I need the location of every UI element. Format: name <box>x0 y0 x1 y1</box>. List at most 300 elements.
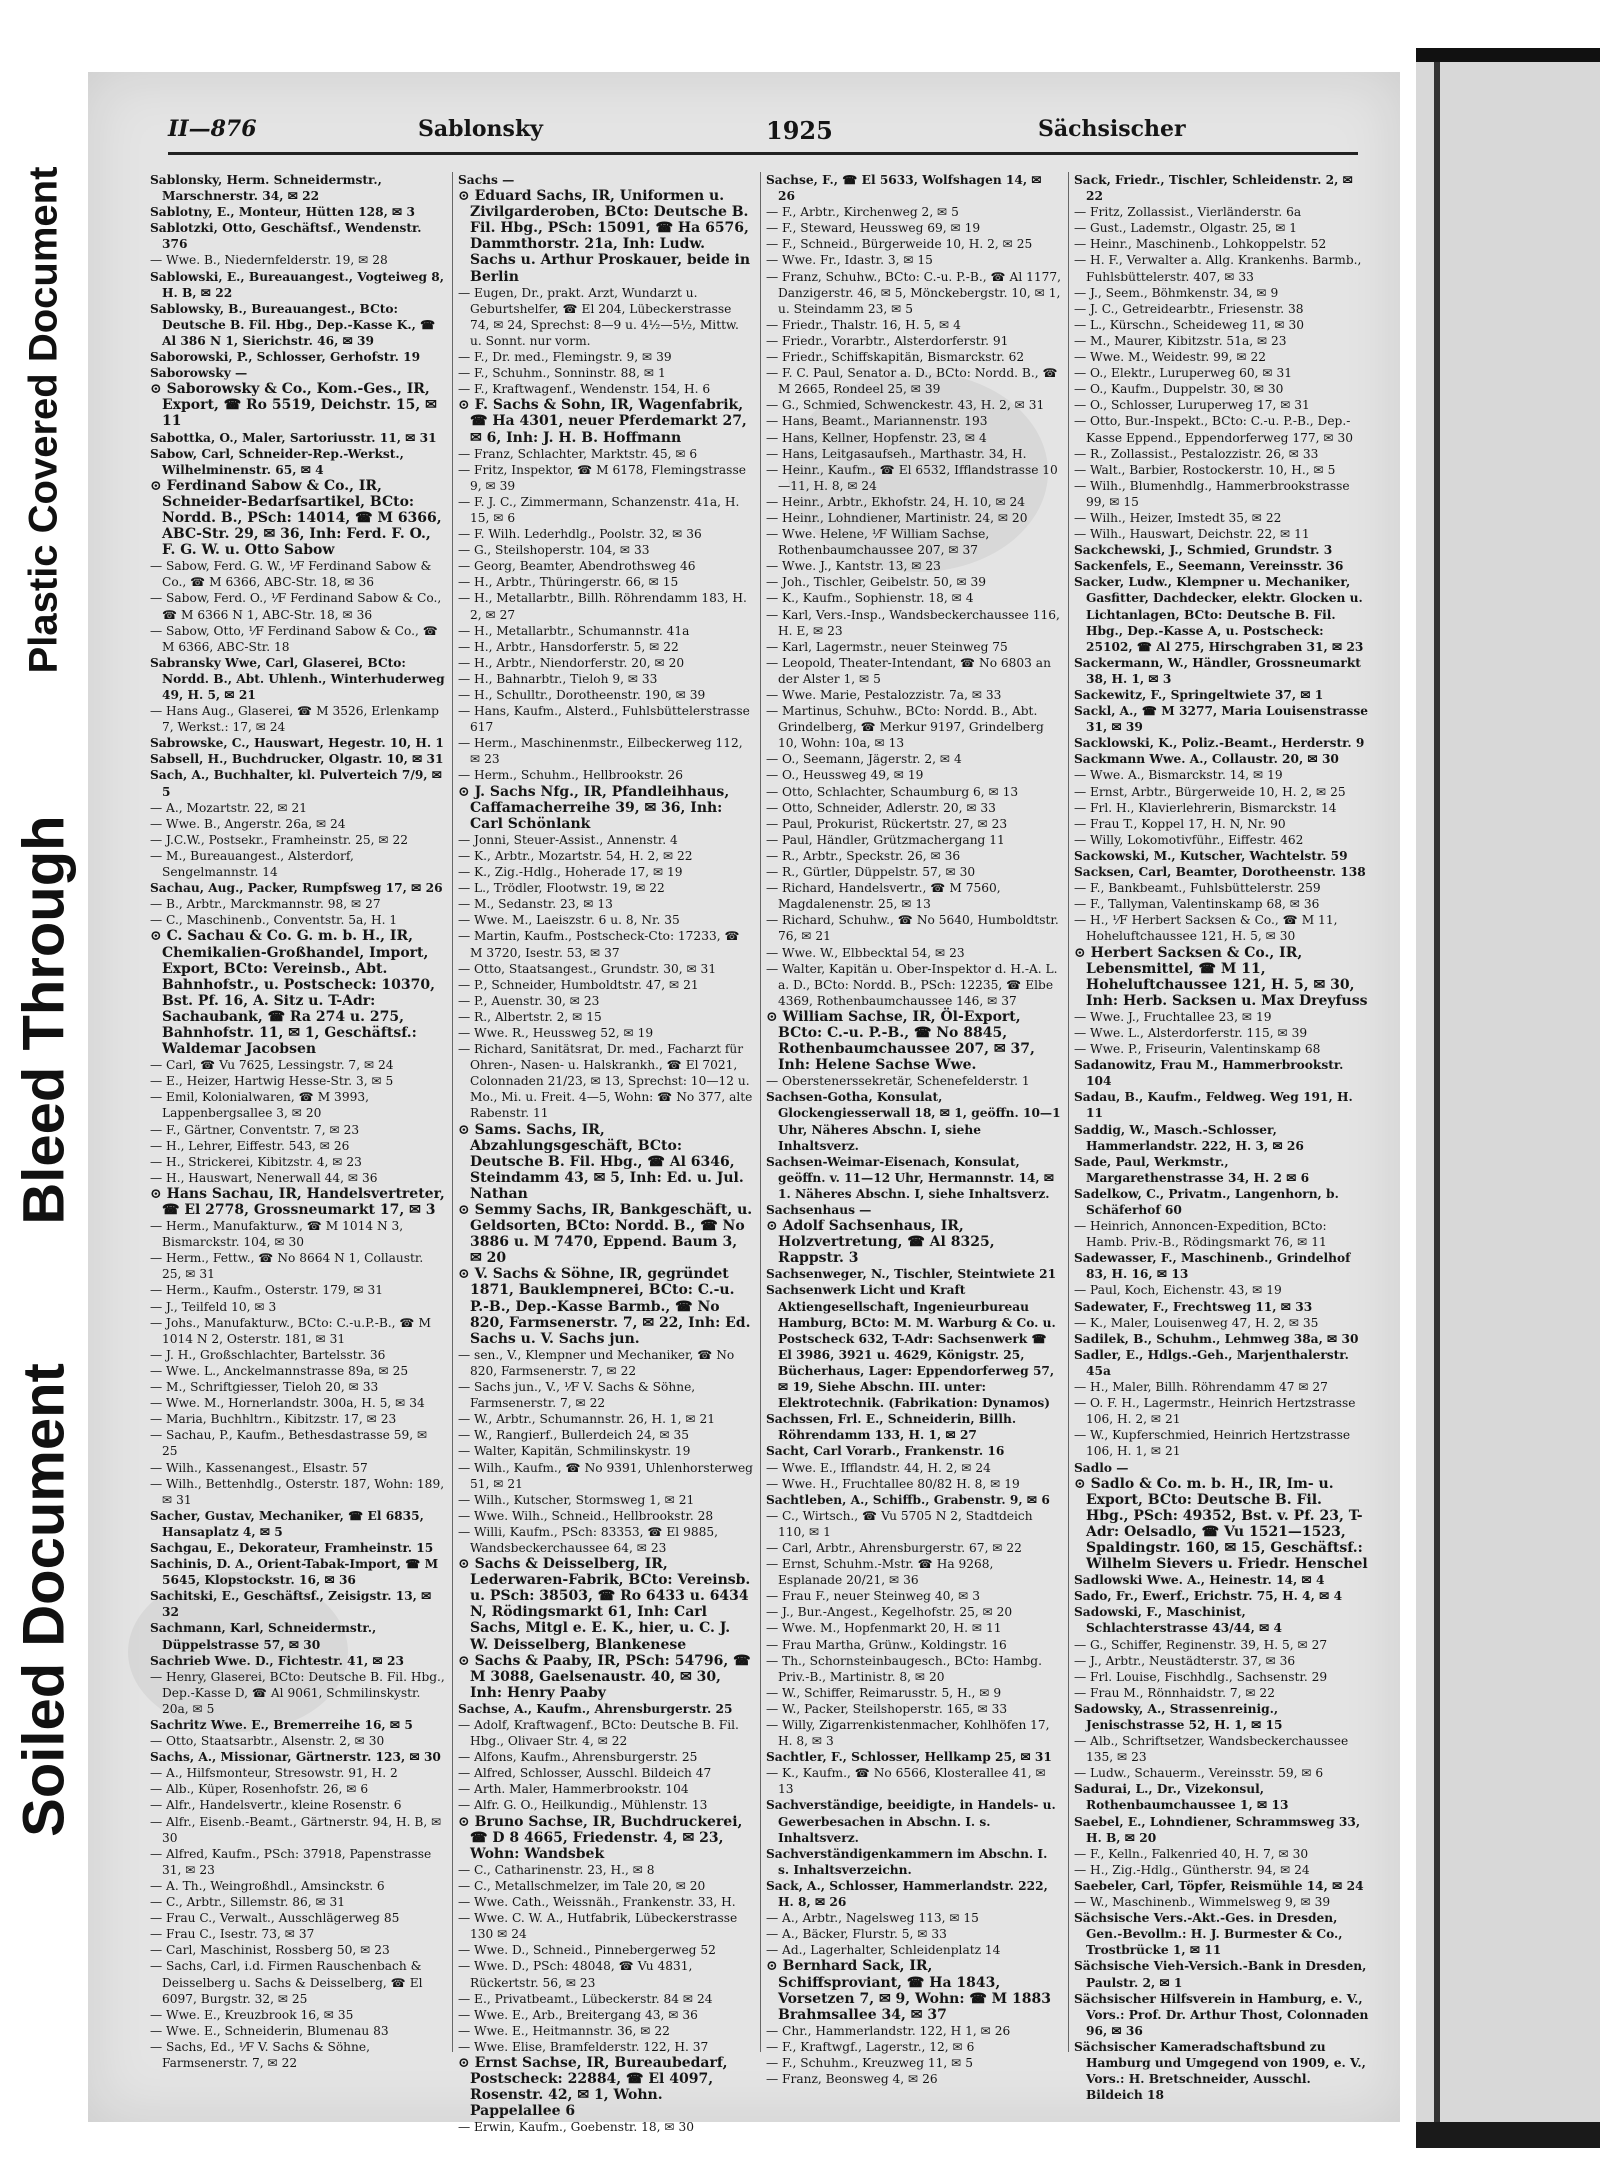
directory-entry: — A., Arbtr., Nagelsweg 113, ✉ 15 <box>766 1911 979 1926</box>
directory-entry: — Wwe. D., Schneid., Pinnebergerweg 52 <box>458 1943 716 1958</box>
directory-entry: — H. F., Verwalter a. Allg. Krankenhs. Barmb., Fuhlsbüttelerstr. 407, ✉ 33 <box>1074 253 1362 284</box>
directory-entry: ⊙ F. Sachs & Sohn, IR, Wagenfabrik, ☎ Ha 4301, neuer Pferdemarkt 27, ✉ 6, Inh: J. H. B. Hoffmann <box>458 397 747 446</box>
directory-entry: — Alb., Küper, Rosenhofstr. 26, ✉ 6 <box>150 1782 369 1797</box>
directory-entry: Sachinis, D. A., Orient-Tabak-Import, ☎ M 5645, Klopstockstr. 16, ✉ 36 <box>150 1557 439 1588</box>
directory-entry: — Richard, Sanitätsrat, Dr. med., Facharzt für Ohren-, Nasen- u. Halskrankh., ☎ El 7021, Colonnaden 21/23, ✉ 13, Sprechst: 10—12 u. Mo., Mi. u. Freit. 4—5, Wohn: ☎ No 377, alte Rabenstr. 11 <box>458 1042 753 1121</box>
directory-entry: — H., Metallarbtr., Billh. Röhrendamm 183, H. 2, ✉ 27 <box>458 591 747 622</box>
directory-entry: — Franz, Schuhw., BCto: C.-u. P.-B., ☎ Al 1177, Danzigerstr. 46, ✉ 5, Mönckebergstr. 10, ✉ 1, u. Steindamm 23, ✉ 5 <box>766 269 1061 316</box>
directory-entry: — Wwe. W., Elbbecktal 54, ✉ 23 <box>766 945 965 960</box>
edge-line <box>1434 62 1440 2122</box>
directory-entry: — Wilh., Hauswart, Deichstr. 22, ✉ 11 <box>1074 527 1310 542</box>
directory-entry: Sadler, E., Hdlgs.-Geh., Marjenthalerstr. 45a <box>1074 1347 1349 1378</box>
directory-entry: ⊙ Saborowsky & Co., Kom.-Ges., IR, Export, ☎ Ro 5519, Deichstr. 15, ✉ 11 <box>150 381 437 430</box>
directory-entry: — Walt., Barbier, Rostockerstr. 10, H., ✉ 5 <box>1074 462 1336 477</box>
directory-entry: — Herm., Kaufm., Osterstr. 179, ✉ 31 <box>150 1283 383 1298</box>
directory-entry: — P., Auenstr. 30, ✉ 23 <box>458 993 600 1008</box>
directory-entry: — Martin, Kaufm., Postscheck-Cto: 17233, ☎ M 3720, Isestr. 53, ✉ 37 <box>458 929 740 960</box>
directory-entry: — J. C., Getreidearbtr., Friesenstr. 38 <box>1074 301 1304 316</box>
directory-entry: — H., Zig.-Hdlg., Güntherstr. 94, ✉ 24 <box>1074 1862 1310 1877</box>
directory-entry: — Otto, Schlachter, Schaumburg 6, ✉ 13 <box>766 784 1019 799</box>
directory-entry: — C., Maschinenb., Conventstr. 5a, H. 1 <box>150 913 398 928</box>
directory-entry: — H., Strickerei, Kibitzstr. 4, ✉ 23 <box>150 1154 362 1169</box>
directory-entry: — A., Hilfsmonteur, Stresowstr. 91, H. 2 <box>150 1766 398 1781</box>
directory-entry: — F., Steward, Heussweg 69, ✉ 19 <box>766 221 981 236</box>
directory-entry: Sadlowski Wwe. A., Heinestr. 14, ✉ 4 <box>1074 1573 1325 1588</box>
directory-entry: — K., Maler, Louisenweg 47, H. 2, ✉ 35 <box>1074 1315 1319 1330</box>
directory-entry: — K., Arbtr., Mozartstr. 54, H. 2, ✉ 22 <box>458 848 693 863</box>
page-number: II—876 <box>168 116 257 142</box>
directory-entry: — H., Bahnarbtr., Tieloh 9, ✉ 33 <box>458 671 658 686</box>
directory-columns <box>150 172 1369 2135</box>
directory-entry: — Adolf, Kraftwagenf., BCto: Deutsche B. Fil. Hbg., Olivaer Str. 4, ✉ 22 <box>458 1718 739 1749</box>
directory-entry: — Wilh., Heizer, Imstedt 35, ✉ 22 <box>1074 510 1282 525</box>
directory-entry: — J., Seem., Böhmkenstr. 34, ✉ 9 <box>1074 285 1279 300</box>
directory-entry: — Wwe. E., Schneiderin, Blumenau 83 <box>150 2023 389 2038</box>
directory-entry: — Frau C., Isestr. 73, ✉ 37 <box>150 1927 315 1942</box>
directory-entry: — W., Maschinenb., Wimmelsweg 9, ✉ 39 <box>1074 1895 1331 1910</box>
directory-entry: ⊙ Ernst Sachse, IR, Bureaubedarf, Postscheck: 22884, ☎ El 4097, Rosenstr. 42, ✉ 1, Wohn. Pappelallee 6 <box>458 2054 728 2120</box>
directory-entry: — Alfred, Kaufm., PSch: 37918, Papenstrasse 31, ✉ 23 <box>150 1846 432 1877</box>
directory-entry: — K., Kaufm., Sophienstr. 18, ✉ 4 <box>766 591 974 606</box>
directory-entry: — Sachau, P., Kaufm., Bethesdastrasse 59, ✉ 25 <box>150 1428 428 1459</box>
column-rule <box>760 172 761 2052</box>
directory-entry: Sablonsky, Herm. Schneidermstr., Marschnerstr. 34, ✉ 22 <box>150 173 382 204</box>
directory-entry: — Heinrich, Annoncen-Expedition, BCto: Hamb. Priv.-B., Rödingsmarkt 76, ✉ 11 <box>1074 1219 1327 1250</box>
directory-entry: Saebel, E., Lohndiener, Schrammsweg 33, H. B, ✉ 20 <box>1074 1814 1361 1845</box>
directory-entry: — Alfr., Eisenb.-Beamt., Gärtnerstr. 94, H. B, ✉ 30 <box>150 1814 442 1845</box>
directory-entry: — Alfred, Schlosser, Ausschl. Bildeich 47 <box>458 1766 712 1781</box>
page-edge-bar <box>1416 48 1600 2148</box>
directory-entry: Sachtler, F., Schlosser, Hellkamp 25, ✉ 31 <box>766 1750 1052 1765</box>
directory-entry: — Hans Aug., Glaserei, ☎ M 3526, Erlenkamp 7, Werkst.: 17, ✉ 24 <box>150 704 439 735</box>
directory-entry: Sackowski, M., Kutscher, Wachtelstr. 59 <box>1074 848 1348 863</box>
directory-entry: Sachverständige, beeidigte, in Handels- u. Gewerbesachen in Abschn. I. s. Inhaltsverz. <box>766 1798 1056 1845</box>
directory-entry: — A., Mozartstr. 22, ✉ 21 <box>150 800 307 815</box>
directory-entry: — Wilh., Blumenhdlg., Hammerbrookstrasse 99, ✉ 15 <box>1074 478 1350 509</box>
directory-entry: — L., Kürschn., Scheideweg 11, ✉ 30 <box>1074 317 1305 332</box>
directory-entry: — F., Gärtner, Conventstr. 7, ✉ 23 <box>150 1122 360 1137</box>
directory-entry: Sachverständigenkammern im Abschn. I. s. Inhaltsverzeichn. <box>766 1846 1048 1877</box>
directory-entry: — Martinus, Schuhw., BCto: Nordd. B., Abt. Grindelberg, ☎ Merkur 9197, Grindelberg 10, Wohn: 10a, ✉ 13 <box>766 704 1044 751</box>
directory-entry: — F., Arbtr., Kirchenweg 2, ✉ 5 <box>766 205 959 220</box>
directory-entry: — Wwe. D., PSch: 48048, ☎ Vu 4831, Rückertstr. 56, ✉ 23 <box>458 1959 693 1990</box>
directory-entry: Sachsenhaus — <box>766 1203 872 1217</box>
directory-entry: — F., Dr. med., Flemingstr. 9, ✉ 39 <box>458 350 672 365</box>
directory-entry: — R., Gürtler, Düppelstr. 57, ✉ 30 <box>766 865 976 880</box>
directory-entry: — Paul, Händler, Grützmachergang 11 <box>766 832 1005 847</box>
directory-entry: — Wwe. J., Kantstr. 13, ✉ 23 <box>766 559 941 574</box>
directory-entry: Sadau, B., Kaufm., Feldweg. Weg 191, H. 11 <box>1074 1090 1353 1121</box>
directory-entry: — F. J. C., Zimmermann, Schanzenstr. 41a, H. 15, ✉ 6 <box>458 494 740 525</box>
directory-entry: — Frau C., Verwalt., Ausschlägerweg 85 <box>150 1911 400 1926</box>
directory-entry: — Wwe. R., Heussweg 52, ✉ 19 <box>458 1025 654 1040</box>
directory-entry: Sachs — <box>458 173 515 187</box>
directory-entry: Sablotzki, Otto, Geschäftsf., Wendenstr. 376 <box>150 221 422 252</box>
directory-entry: Saborowsky — <box>150 366 248 381</box>
directory-entry: — Ad., Lagerhalter, Schleidenplatz 14 <box>766 1943 1001 1958</box>
directory-entry: — Hans, Kaufm., Alsterd., Fuhlsbüttelerstrasse 617 <box>458 704 750 735</box>
soiled-document-label: Soiled Document <box>11 1363 77 1837</box>
directory-entry: — Leopold, Theater-Intendant, ☎ No 6803 an der Alster 1, ✉ 5 <box>766 655 1051 686</box>
directory-entry: Sachsenweger, N., Tischler, Steintwiete 21 <box>766 1267 1057 1282</box>
directory-entry: Sackenfels, E., Seemann, Vereinsstr. 36 <box>1074 559 1344 574</box>
directory-entry: — Sabow, Otto, ⅟F Ferdinand Sabow & Co., ☎ M 6366, ABC-Str. 18 <box>150 623 438 654</box>
directory-entry: — Joh., Tischler, Geibelstr. 50, ✉ 39 <box>766 575 987 590</box>
directory-entry: — Henry, Glaserei, BCto: Deutsche B. Fil. Hbg., Dep.-Kasse D, ☎ Al 9061, Schmilinskystr. 20a, ✉ 5 <box>150 1669 445 1716</box>
directory-entry: ⊙ Adolf Sachsenhaus, IR, Holzvertretung, ☎ Al 8325, Rappstr. 3 <box>766 1218 995 1267</box>
header-left-word: Sablonsky <box>418 116 543 142</box>
directory-entry: Sacksen, Carl, Beamter, Dorotheenstr. 138 <box>1074 865 1366 880</box>
directory-entry: Sabow, Carl, Schneider-Rep.-Werkst., Wilhelminenstr. 65, ✉ 4 <box>150 446 404 477</box>
directory-entry: — Heinr., Lohndiener, Martinistr. 24, ✉ 20 <box>766 510 1028 525</box>
directory-entry: — Herm., Manufakturw., ☎ M 1014 N 3, Bismarckstr. 104, ✉ 30 <box>150 1219 404 1250</box>
directory-column-4 <box>1074 172 1369 2103</box>
directory-entry: Sächsischer Hilfsverein in Hamburg, e. V., Vors.: Prof. Dr. Arthur Thost, Colonnaden 96, ✉ 36 <box>1074 1991 1369 2038</box>
directory-entry: — O., Elektr., Luruperweg 60, ✉ 31 <box>1074 366 1292 381</box>
directory-entry: — Sachs, Carl, i.d. Firmen Rauschenbach & Deisselberg u. Sachs & Deisselberg, ☎ El 6097, Burgstr. 32, ✉ 25 <box>150 1959 423 2006</box>
directory-entry: ⊙ Bernhard Sack, IR, Schiffsproviant, ☎ Ha 1843, Vorsetzen 7, ✉ 9, Wohn: ☎ M 1883 Brahmsallee 34, ✉ 37 <box>766 1958 1052 2023</box>
directory-entry: — Wwe. Cath., Weissnäh., Frankenstr. 33, H. <box>458 1895 736 1910</box>
directory-entry: — K., Kaufm., ☎ No 6566, Klosterallee 41, ✉ 13 <box>766 1766 1046 1797</box>
directory-entry: — Chr., Hammerlandstr. 122, H 1, ✉ 26 <box>766 2023 1011 2038</box>
directory-entry: — W., Arbtr., Schumannstr. 26, H. 1, ✉ 21 <box>458 1412 716 1427</box>
directory-entry: — Wwe. L., Anckelmannstrasse 89a, ✉ 25 <box>150 1363 409 1378</box>
directory-entry: ⊙ Ferdinand Sabow & Co., IR, Schneider-Bedarfsartikel, BCto: Nordd. B., PSch: 14014, ☎ M 6366, ABC-Str. 29, ✉ 36, Inh: Ferd. F. O., F. G. W. u. Otto Sabow <box>150 477 442 559</box>
directory-entry: — Wwe. E., Heitmannstr. 36, ✉ 22 <box>458 2023 670 2038</box>
directory-entry: — Franz, Schlachter, Marktstr. 45, ✉ 6 <box>458 446 698 461</box>
directory-entry: ⊙ Sams. Sachs, IR, Abzahlungsgeschäft, BCto: Deutsche B. Fil. Hbg., ☎ Al 6346, Steindamm 43, ✉ 5, Inh: Ed. u. Jul. Nathan <box>458 1121 744 1202</box>
directory-entry: Sado, Fr., Ewerf., Erichstr. 75, H. 4, ✉ 4 <box>1074 1589 1343 1604</box>
directory-entry: — Ernst, Arbtr., Bürgerweide 10, H. 2, ✉ 25 <box>1074 784 1346 799</box>
directory-entry: Sackchewski, J., Schmied, Grundstr. 3 <box>1074 543 1333 558</box>
directory-entry: — H., Arbtr., Niendorferstr. 20, ✉ 20 <box>458 655 685 670</box>
directory-entry: Sabottka, O., Maler, Sartoriusstr. 11, ✉ 31 <box>150 430 437 445</box>
directory-entry: — Frl. Louise, Fischhdlg., Sachsenstr. 29 <box>1074 1669 1328 1684</box>
plastic-covered-label: Plastic Covered Document <box>21 166 66 674</box>
directory-entry: ⊙ William Sachse, IR, Öl-Export, BCto: C.-u. P.-B., ☎ No 8845, Rothenbaumchaussee 207, ✉ 37, Inh: Helene Sachse Wwe. <box>766 1008 1035 1074</box>
directory-entry: ⊙ Sadlo & Co. m. b. H., IR, Im- u. Export, BCto: Deutsche B. Fil. Hbg., PSch: 49352, Bst. v. Pf. 23, T-Adr: Oelsadlo, ☎ Vu 1521—1523, Spaldingstr. 160, ✉ 15, Geschäftsf.: Wilhelm Sievers u. Friedr. Henschel <box>1074 1475 1368 1573</box>
directory-entry: — R., Albertstr. 2, ✉ 15 <box>458 1009 602 1024</box>
directory-entry: — Alfons, Kaufm., Ahrensburgerstr. 25 <box>458 1750 698 1765</box>
directory-entry: — Carl, Arbtr., Ahrensburgerstr. 67, ✉ 22 <box>766 1540 1022 1555</box>
directory-entry: — Walter, Kapitän u. Ober-Inspektor d. H.-A. L. a. D., BCto: Nordd. B., PSch: 12235, ☎ Elbe 4369, Rothenbaumchaussee 146, ✉ 37 <box>766 961 1058 1008</box>
directory-entry: — Richard, Handelsvertr., ☎ M 7560, Magdalenenstr. 25, ✉ 13 <box>766 881 1001 912</box>
directory-entry: — P., Schneider, Humboldtstr. 47, ✉ 21 <box>458 977 699 992</box>
directory-entry: Sachgau, E., Dekorateur, Framheinstr. 15 <box>150 1540 434 1555</box>
directory-entry: — C., Arbtr., Sillemstr. 86, ✉ 31 <box>150 1895 346 1910</box>
directory-entry: — F. C. Paul, Senator a. D., BCto: Nordd. B., ☎ M 2665, Rondeel 25, ✉ 39 <box>766 366 1058 397</box>
directory-entry: — W., Packer, Steilshoperstr. 165, ✉ 33 <box>766 1701 1008 1716</box>
directory-entry: — F. Wilh. Lederhdlg., Poolstr. 32, ✉ 36 <box>458 527 702 542</box>
directory-entry: ⊙ Hans Sachau, IR, Handelsvertreter, ☎ El 2778, Grossneumarkt 17, ✉ 3 <box>150 1185 445 1218</box>
directory-entry: — Hans, Kellner, Hopfenstr. 23, ✉ 4 <box>766 430 987 445</box>
directory-entry: — Sachs, Ed., ⅟F V. Sachs & Söhne, Farmsenerstr. 7, ✉ 22 <box>150 2039 370 2070</box>
directory-entry: — Wwe. Wilh., Schneid., Hellbrookstr. 28 <box>458 1508 714 1523</box>
directory-entry: — Emil, Kolonialwaren, ☎ M 3993, Lappenbergsallee 3, ✉ 20 <box>150 1090 369 1121</box>
directory-entry: — H., Schulltr., Dorotheenstr. 190, ✉ 39 <box>458 688 706 702</box>
directory-entry: — J., Arbtr., Neustädterstr. 37, ✉ 36 <box>1074 1653 1296 1668</box>
directory-entry: — Frau F., neuer Steinweg 40, ✉ 3 <box>766 1589 980 1604</box>
directory-entry: Sackewitz, F., Springeltwiete 37, ✉ 1 <box>1074 688 1324 702</box>
directory-entry: — Wwe. H., Fruchtallee 80/82 H. 8, ✉ 19 <box>766 1476 1020 1491</box>
directory-entry: — Eugen, Dr., prakt. Arzt, Wundarzt u. Geburtshelfer, ☎ El 204, Lübeckerstrasse 74, ✉ 24, Sprechst: 8—9 u. 4½—5½, Mittw. u. Sonnt. nur vorm. <box>458 285 739 348</box>
directory-entry: — Wilh., Kassenangest., Elsastr. 57 <box>150 1460 368 1475</box>
directory-entry: — Willy, Zigarrenkistenmacher, Kohlhöfen 17, H. 8, ✉ 3 <box>766 1718 1050 1749</box>
directory-entry: Sächsischer Kameradschaftsbund zu Hamburg und Umgegend von 1909, e. V., Vors.: H. Bretschneider, Ausschl. Bildeich 18 <box>1074 2039 1366 2103</box>
directory-entry: Saborowski, P., Schlosser, Gerhofstr. 19 <box>150 350 421 365</box>
directory-column-1 <box>150 172 445 2072</box>
directory-entry: — F., Schuhm., Sonninstr. 88, ✉ 1 <box>458 366 666 381</box>
directory-entry: Sadanowitz, Frau M., Hammerbrookstr. 104 <box>1074 1058 1344 1089</box>
directory-entry: — W., Rangierf., Bullerdeich 24, ✉ 35 <box>458 1428 690 1443</box>
directory-entry: Sächsische Vers.-Akt.-Ges. in Dresden, Gen.-Bevollm.: H. J. Burmester & Co., Trostbrücke 1, ✉ 11 <box>1074 1911 1343 1958</box>
directory-entry: Sachssen, Frl. E., Schneiderin, Billh. Röhrendamm 133, H. 1, ✉ 27 <box>766 1412 1017 1443</box>
directory-entry: — Willi, Kaufm., PSch: 83353, ☎ El 9885, Wandsbeckerchaussee 64, ✉ 23 <box>458 1524 718 1555</box>
directory-entry: — R., Zollassist., Pestalozzistr. 26, ✉ 33 <box>1074 446 1319 461</box>
directory-entry: ⊙ C. Sachau & Co. G. m. b. H., IR, Chemikalien-Großhandel, Import, Export, BCto: Vereinsb., Abt. Bahnhofstr., u. Postscheck: 10370, Bst. Pf. 16, A. Sitz u. T-Adr: Sachaubank, ☎ Ra 274 u. 275, Bahnhofstr. 11, ✉ 1, Geschäftsf.: Waldemar Jacobsen <box>150 928 435 1058</box>
directory-entry: — Wilh., Kutscher, Stormsweg 1, ✉ 21 <box>458 1492 695 1507</box>
directory-entry: — Ernst, Schuhm.-Mstr. ☎ Ha 9268, Esplanade 20/21, ✉ 36 <box>766 1557 994 1588</box>
directory-entry: — Johs., Manufakturw., BCto: C.-u.P.-B., ☎ M 1014 N 2, Osterstr. 181, ✉ 31 <box>150 1315 431 1346</box>
directory-entry: — Carl, ☎ Vu 7625, Lessingstr. 7, ✉ 24 <box>150 1058 394 1073</box>
directory-entry: — Gust., Lademstr., Olgastr. 25, ✉ 1 <box>1074 221 1298 236</box>
directory-entry: — Wilh., Bettenhdlg., Osterstr. 187, Wohn: 189, ✉ 31 <box>150 1476 445 1507</box>
directory-entry: Sadilek, B., Schuhm., Lehmweg 38a, ✉ 30 <box>1074 1331 1359 1346</box>
directory-entry: — H., Maler, Billh. Röhrendamm 47 ✉ 27 <box>1074 1380 1328 1395</box>
directory-entry: Sackmann Wwe. A., Collaustr. 20, ✉ 30 <box>1074 752 1339 767</box>
directory-entry: Sablotny, E., Monteur, Hütten 128, ✉ 3 <box>150 205 415 220</box>
directory-entry: — L., Trödler, Flootwstr. 19, ✉ 22 <box>458 881 665 896</box>
directory-entry: Sachsen-Weimar-Eisenach, Konsulat, geöffn. v. 11—12 Uhr, Hermannstr. 14, ✉ 1. Näheres Abschn. I, siehe Inhaltsverz. <box>766 1154 1055 1201</box>
directory-entry: — A., Bäcker, Flurstr. 5, ✉ 33 <box>766 1927 947 1942</box>
directory-entry: — F., Tallyman, Valentinskamp 68, ✉ 36 <box>1074 897 1320 912</box>
directory-entry: — J.C.W., Postsekr., Framheinstr. 25, ✉ 22 <box>150 832 408 847</box>
directory-entry: Sacht, Carl Vorarb., Frankenstr. 16 <box>766 1444 1005 1459</box>
directory-entry: — O., Kaufm., Duppelstr. 30, ✉ 30 <box>1074 382 1284 397</box>
directory-entry: Sacher, Gustav, Mechaniker, ☎ El 6835, Hansaplatz 4, ✉ 5 <box>150 1508 424 1539</box>
directory-entry: — Heinr., Kaufm., ☎ El 6532, Ifflandstrasse 10—11, H. 8, ✉ 24 <box>766 462 1058 493</box>
directory-entry: — Wwe. L., Alsterdorferstr. 115, ✉ 39 <box>1074 1025 1308 1040</box>
directory-entry: — Wwe. M., Laeiszstr. 6 u. 8, Nr. 35 <box>458 913 680 928</box>
directory-entry: Sachsenwerk Licht und Kraft Aktiengesellschaft, Ingenieurbureau Hamburg, BCto: M. M. Warburg & Co. u. Postscheck 632, T-Adr: Sachsenwerk ☎ El 3986, 3921 u. 4629, Königstr. 25, Bücherhaus, Lager: Eppendorferweg 57, ✉ 19, Siehe Abschn. III. unter: Elektrotechnik. (Fabrikation: Dynamos) <box>766 1283 1056 1411</box>
bleed-through-label: Bleed Through <box>11 815 77 1225</box>
directory-entry: — J., Bur.-Angest., Kegelhofstr. 25, ✉ 20 <box>766 1605 1013 1620</box>
directory-entry: Sade, Paul, Werkmstr., Margarethenstrasse 34, H. 2 ✉ 6 <box>1074 1154 1310 1185</box>
directory-entry: Saddig, W., Masch.-Schlosser, Hammerlandstr. 222, H. 3, ✉ 26 <box>1074 1122 1304 1153</box>
directory-entry: — Frau T., Koppel 17, H. N, Nr. 90 <box>1074 816 1286 831</box>
directory-entry: — A. Th., Weingroßhdl., Amsinckstr. 6 <box>150 1878 385 1893</box>
directory-entry: — J., Teilfeld 10, ✉ 3 <box>150 1299 277 1314</box>
directory-entry: Sacklowski, K., Poliz.-Beamt., Herderstr. 9 <box>1074 736 1365 751</box>
directory-entry: — H., Hauswart, Nenerwall 44, ✉ 36 <box>150 1170 378 1185</box>
directory-entry: — O., Heussweg 49, ✉ 19 <box>766 768 924 783</box>
directory-entry: Sach, A., Buchhalter, kl. Pulverteich 7/9, ✉ 5 <box>150 768 443 799</box>
directory-entry: Sacker, Ludw., Klempner u. Mechaniker, Gasfitter, Dachdecker, elektr. Glocken u. Lichtanlagen, BCto: Deutsche B. Fil. Hbg., Dep.-Kasse A, u. Postscheck: 25102, ☎ Al 275, Hirschgraben 31, ✉ 23 <box>1074 575 1364 654</box>
directory-entry: — O. F. H., Lagermstr., Heinrich Hertzstrasse 106, H. 2, ✉ 21 <box>1074 1396 1356 1427</box>
directory-entry: Sabsell, H., Buchdrucker, Olgastr. 10, ✉ 31 <box>150 752 444 767</box>
directory-entry: — Wwe. J., Fruchtallee 23, ✉ 19 <box>1074 1009 1272 1024</box>
directory-entry: — Arth. Maler, Hammerbrookstr. 104 <box>458 1782 689 1797</box>
directory-entry: — Wwe. E., Ifflandstr. 44, H. 2, ✉ 24 <box>766 1460 991 1475</box>
directory-entry: Sachsen-Gotha, Konsulat, Glockengiesserwall 18, ✉ 1, geöffn. 10—1 Uhr, Näheres Abschn. I, siehe Inhaltsverz. <box>766 1090 1061 1153</box>
directory-entry: — O., Schlosser, Luruperweg 17, ✉ 31 <box>1074 398 1310 413</box>
directory-entry: — Maria, Buchhltrn., Kibitzstr. 17, ✉ 23 <box>150 1412 397 1427</box>
edge-top-strip <box>1416 48 1600 62</box>
directory-entry: — Heinr., Arbtr., Ekhofstr. 24, H. 10, ✉ 24 <box>766 494 1026 509</box>
directory-entry: — Sachs jun., V., ⅟F V. Sachs & Söhne, Farmsenerstr. 7, ✉ 22 <box>458 1380 696 1411</box>
directory-entry: Saebeler, Carl, Töpfer, Reismühle 14, ✉ 24 <box>1074 1878 1364 1893</box>
directory-entry: ⊙ Eduard Sachs, IR, Uniformen u. Zivilgarderoben, BCto: Deutsche B. Fil. Hbg., PSch: 15091, ☎ Ha 6576, Dammthorstr. 21a, Inh: Ludw. Sachs u. Arthur Proskauer, beide in Berlin <box>458 188 751 285</box>
directory-entry: — Carl, Maschinist, Rossberg 50, ✉ 23 <box>150 1943 390 1958</box>
directory-column-2 <box>458 172 753 2135</box>
directory-entry: — Friedr., Vorarbtr., Alsterdorferstr. 91 <box>766 333 1009 348</box>
directory-entry: — F., Schneid., Bürgerweide 10, H. 2, ✉ 25 <box>766 237 1033 252</box>
directory-entry: Sadelkow, C., Privatm., Langenhorn, b. Schäferhof 60 <box>1074 1186 1339 1217</box>
directory-entry: — Herm., Fettw., ☎ No 8664 N 1, Collaustr. 25, ✉ 31 <box>150 1251 424 1282</box>
directory-entry: — B., Arbtr., Marckmannstr. 98, ✉ 27 <box>150 897 381 912</box>
directory-entry: Sachitski, E., Geschäftsf., Zeisigstr. 13, ✉ 32 <box>150 1589 432 1620</box>
header-right-word: Sächsischer <box>1038 116 1186 142</box>
directory-entry: Sachse, A., Kaufm., Ahrensburgerstr. 25 <box>458 1701 733 1716</box>
directory-entry: — M., Bureauangest., Alsterdorf, Sengelmannstr. 14 <box>150 848 354 880</box>
directory-entry: — H., Metallarbtr., Schumannstr. 41a <box>458 623 690 638</box>
directory-entry: ⊙ Sachs & Paaby, IR, PSch: 54796, ☎ M 3088, Gaelsenaustr. 40, ✉ 30, Inh: Henry Paaby <box>458 1652 751 1701</box>
directory-entry: — M., Sedanstr. 23, ✉ 13 <box>458 897 613 912</box>
directory-entry: — Herm., Schuhm., Hellbrookstr. 26 <box>458 768 684 783</box>
directory-entry: — Wwe. M., Hopfenmarkt 20, H. ✉ 11 <box>766 1621 1002 1636</box>
directory-entry: — Georg, Beamter, Abendrothsweg 46 <box>458 559 696 574</box>
page-header <box>168 112 1358 155</box>
directory-entry: Sack, A., Schlosser, Hammerlandstr. 222, H. 8, ✉ 26 <box>766 1878 1048 1910</box>
directory-entry: — M., Maurer, Kibitzstr. 51a, ✉ 23 <box>1074 333 1287 348</box>
directory-entry: — F., Schuhm., Kreuzweg 11, ✉ 5 <box>766 2055 973 2070</box>
directory-entry: — Wwe. Fr., Idastr. 3, ✉ 15 <box>766 253 933 268</box>
directory-entry: — Frl. H., Klavierlehrerin, Bismarckstr. 14 <box>1074 800 1337 815</box>
directory-entry: — Wwe. B., Angerstr. 26a, ✉ 24 <box>150 816 346 831</box>
directory-entry: — Heinr., Maschinenb., Lohkoppelstr. 52 <box>1074 237 1327 252</box>
directory-entry: — Wwe. E., Kreuzbrook 16, ✉ 35 <box>150 2007 354 2022</box>
column-rule <box>452 172 453 2052</box>
directory-entry: — Wwe. Helene, ⅟F William Sachse, Rothenbaumchaussee 207, ✉ 37 <box>766 527 990 558</box>
directory-entry: — Wwe. Marie, Pestalozzistr. 7a, ✉ 33 <box>766 688 1002 702</box>
directory-entry: ⊙ Semmy Sachs, IR, Bankgeschäft, u. Geldsorten, BCto: Nordd. B., ☎ No 3886 u. M 7470, Eppend. Baum 3, ✉ 20 <box>458 1202 753 1267</box>
directory-entry: — Otto, Staatsarbtr., Alsenstr. 2, ✉ 30 <box>150 1734 385 1749</box>
directory-entry: — Wwe. B., Niedernfelderstr. 19, ✉ 28 <box>150 253 388 268</box>
directory-entry: — F., Kelln., Falkenried 40, H. 7, ✉ 30 <box>1074 1846 1309 1861</box>
directory-entry: — Wwe. E., Arb., Breitergang 43, ✉ 36 <box>458 2007 698 2022</box>
directory-entry: — K., Zig.-Hdlg., Hoheradе 17, ✉ 19 <box>458 865 683 880</box>
directory-entry: Sadlo — <box>1074 1460 1129 1475</box>
directory-entry: Sablowsky, B., Bureauangest., BCto: Deutsche B. Fil. Hbg., Dep.-Kasse K., ☎ Al 386 N 1, Sierichstr. 46, ✉ 39 <box>150 301 436 348</box>
directory-entry: — Wwe. M., Weidestr. 99, ✉ 22 <box>1074 350 1266 365</box>
directory-entry: ⊙ Bruno Sachse, IR, Buchdruckerei, ☎ D 8 4665, Friedenstr. 4, ✉ 23, Wohn: Wandsbek <box>458 1813 743 1862</box>
directory-entry: — Willy, Lokomotivführ., Eiffestr. 462 <box>1074 832 1304 847</box>
directory-entry: — Hans, Beamt., Mariannenstr. 193 <box>766 414 988 429</box>
directory-entry: — Otto, Schneider, Adlerstr. 20, ✉ 33 <box>766 800 996 815</box>
directory-entry: — Otto, Staatsangest., Grundstr. 30, ✉ 31 <box>458 961 717 976</box>
directory-entry: — Hans, Leitgasaufseh., Marthastr. 34, H. <box>766 446 1027 461</box>
directory-entry: — E., Privatbeamt., Lübeckerstr. 84 ✉ 24 <box>458 1991 713 2006</box>
directory-entry: — C., Metallschmelzer, im Tale 20, ✉ 20 <box>458 1878 706 1893</box>
directory-entry: — Frau M., Rönnhaidstr. 7, ✉ 22 <box>1074 1685 1275 1700</box>
directory-entry: — F., Bankbeamt., Fuhlsbüttelerstr. 259 <box>1074 881 1321 896</box>
header-year: 1925 <box>766 116 833 145</box>
directory-entry: Sächsische Vieh-Versich.-Bank in Dresden, Paulstr. 2, ✉ 1 <box>1074 1959 1367 1990</box>
directory-entry: — J. H., Großschlachter, Bartelsstr. 36 <box>150 1347 386 1362</box>
directory-entry: ⊙ Herbert Sacksen & Co., IR, Lebensmittel, ☎ M 11, Hoheluftchaussee 121, H. 5, ✉ 30, Inh: Herb. Sacksen u. Max Dreyfuss <box>1074 944 1368 1009</box>
column-rule <box>1068 172 1069 2052</box>
directory-column-3 <box>766 172 1061 2087</box>
directory-entry: — Oberstenerssekretär, Schenefelderstr. 1 <box>766 1074 1030 1089</box>
directory-entry: — E., Heizer, Hartwig Hesse-Str. 3, ✉ 5 <box>150 1074 394 1089</box>
directory-entry: Sachse, F., ☎ El 5633, Wolfshagen 14, ✉ 26 <box>766 173 1042 204</box>
directory-entry: — Walter, Kapitän, Schmilinskystr. 19 <box>458 1444 691 1459</box>
directory-entry: — Franz, Beonsweg 4, ✉ 26 <box>766 2072 938 2087</box>
directory-entry: — Friedr., Schiffskapitän, Bismarckstr. 62 <box>766 350 1025 365</box>
directory-entry: — Alb., Schriftsetzer, Wandsbeckerchaussee 135, ✉ 23 <box>1074 1734 1349 1765</box>
directory-entry: Sachs, A., Missionar, Gärtnerstr. 123, ✉ 30 <box>150 1750 441 1765</box>
directory-entry: Sadowski, F., Maschinist, Schlachterstrasse 43/44, ✉ 4 <box>1074 1605 1283 1636</box>
directory-entry: — Sabow, Ferd. G. W., ⅟F Ferdinand Sabow & Co., ☎ M 6366, ABC-Str. 18, ✉ 36 <box>150 559 432 590</box>
directory-entry: Sadewater, F., Frechtsweg 11, ✉ 33 <box>1074 1299 1313 1314</box>
directory-entry: — W., Schiffer, Reimarusstr. 5, H., ✉ 9 <box>766 1685 1002 1700</box>
directory-entry: ⊙ V. Sachs & Söhne, IR, gegründet 1871, Bauklempnerei, BCto: C.-u. P.-B., Dep.-Kasse Barmb., ☎ No 820, Farmsenerstr. 7, ✉ 22, Inh: Ed. Sachs u. V. Sachs jun. <box>458 1266 751 1347</box>
directory-entry: — Wwe. A., Bismarckstr. 14, ✉ 19 <box>1074 768 1283 783</box>
directory-entry: — Sabow, Ferd. O., ⅟F Ferdinand Sabow & Co., ☎ M 6366 N 1, ABC-Str. 18, ✉ 36 <box>150 591 442 622</box>
directory-entry: Sadurai, L., Dr., Vizekonsul, Rothenbaumchaussee 1, ✉ 13 <box>1074 1782 1289 1813</box>
directory-entry: Sachritz Wwe. E., Bremerreihe 16, ✉ 5 <box>150 1718 413 1732</box>
directory-entry: — sen., V., Klempner und Mechaniker, ☎ No 820, Farmsenerstr. 7, ✉ 22 <box>458 1347 735 1378</box>
directory-entry: — H., Arbtr., Hansdorferstr. 5, ✉ 22 <box>458 639 679 654</box>
directory-entry: Sachmann, Karl, Schneidermstr., Düppelstrasse 57, ✉ 30 <box>150 1621 377 1652</box>
side-labels <box>0 0 88 2177</box>
directory-entry: Sachau, Aug., Packer, Rumpfsweg 17, ✉ 26 <box>150 881 443 896</box>
directory-entry: — C., Wirtsch., ☎ Vu 5705 N 2, Stadtdeich 110, ✉ 1 <box>766 1508 1033 1539</box>
directory-entry: — M., Schriftgiesser, Tieloh 20, ✉ 33 <box>150 1380 379 1395</box>
directory-entry: — Wwe. C. W. A., Hutfabrik, Lübeckerstrasse 130 ✉ 24 <box>458 1911 738 1942</box>
directory-entry: — H., Arbtr., Thüringerstr. 66, ✉ 15 <box>458 575 679 590</box>
directory-entry: — Erwin, Kaufm., Goebenstr. 18, ✉ 30 <box>458 2120 695 2135</box>
directory-entry: ⊙ J. Sachs Nfg., IR, Pfandleihhaus, Caffamacherreihe 39, ✉ 36, Inh: Carl Schönlank <box>458 783 730 832</box>
directory-entry: — Alfr. G. O., Heilkundig., Mühlenstr. 13 <box>458 1798 708 1813</box>
directory-entry: Sablowski, E., Bureauangest., Vogteiweg 8, H. B, ✉ 22 <box>150 269 444 300</box>
directory-entry: — O., Seemann, Jägerstr. 2, ✉ 4 <box>766 752 962 767</box>
directory-entry: — Otto, Bur.-Inspekt., BCto: C.-u. P.-B., Dep.-Kasse Eppend., Eppendorferweg 177, ✉ 30 <box>1074 414 1353 445</box>
directory-entry: Sackl, A., ☎ M 3277, Maria Louisenstrasse 31, ✉ 39 <box>1074 704 1368 735</box>
directory-entry: Sabransky Wwe, Carl, Glaserei, BCto: Nordd. B., Abt. Uhlenh., Winterhuderweg 49, H. 5, ✉ 21 <box>150 655 445 702</box>
directory-entry: — G., Steilshoperstr. 104, ✉ 33 <box>458 543 650 558</box>
directory-entry: — Karl, Vers.-Insp., Wandsbeckerchaussee 116, H. E, ✉ 23 <box>766 607 1060 638</box>
directory-entry: — Wwe. P., Friseurin, Valentinskamp 68 <box>1074 1042 1321 1057</box>
directory-entry: Sachtleben, A., Schiffb., Grabenstr. 9, ✉ 6 <box>766 1492 1050 1507</box>
directory-entry: — H., Lehrer, Eiffestr. 543, ✉ 26 <box>150 1138 350 1153</box>
directory-entry: — W., Kupferschmied, Heinrich Hertzstrasse 106, H. 1, ✉ 21 <box>1074 1428 1351 1459</box>
directory-entry: — Wwe. Elise, Bramfelderstr. 122, H. 37 <box>458 2039 709 2054</box>
directory-entry: — Richard, Schuhw., ☎ No 5640, Humboldtstr. 76, ✉ 21 <box>766 913 1059 944</box>
directory-entry: — Wwe. M., Hornerlandstr. 300a, H. 5, ✉ 34 <box>150 1396 425 1411</box>
directory-entry: — Th., Schornsteinbaugesch., BCto: Hambg. Priv.-B., Martinistr. 8, ✉ 20 <box>766 1653 1042 1684</box>
directory-entry: — H., ⅟F Herbert Sacksen & Co., ☎ M 11, Hoheluftchaussee 121, H. 5, ✉ 30 <box>1074 913 1338 944</box>
directory-entry: — C., Catharinenstr. 23, H., ✉ 8 <box>458 1862 655 1877</box>
directory-entry: — Fritz, Zollassist., Vierländerstr. 6a <box>1074 205 1302 220</box>
directory-entry: Sack, Friedr., Tischler, Schleidenstr. 2, ✉ 22 <box>1074 173 1353 204</box>
directory-entry: — Paul, Koch, Eichenstr. 43, ✉ 19 <box>1074 1283 1282 1298</box>
directory-entry: — Herm., Maschinenmstr., Eilbeckerweg 112, ✉ 23 <box>458 736 743 767</box>
directory-entry: — Paul, Prokurist, Rückertstr. 27, ✉ 23 <box>766 816 1008 831</box>
directory-entry: — F., Kraftwgf., Lagerstr., 12, ✉ 6 <box>766 2039 975 2054</box>
directory-entry: — G., Schiffer, Reginenstr. 39, H. 5, ✉ 27 <box>1074 1637 1328 1652</box>
directory-entry: — Frau Martha, Grünw., Koldingstr. 16 <box>766 1637 1007 1652</box>
